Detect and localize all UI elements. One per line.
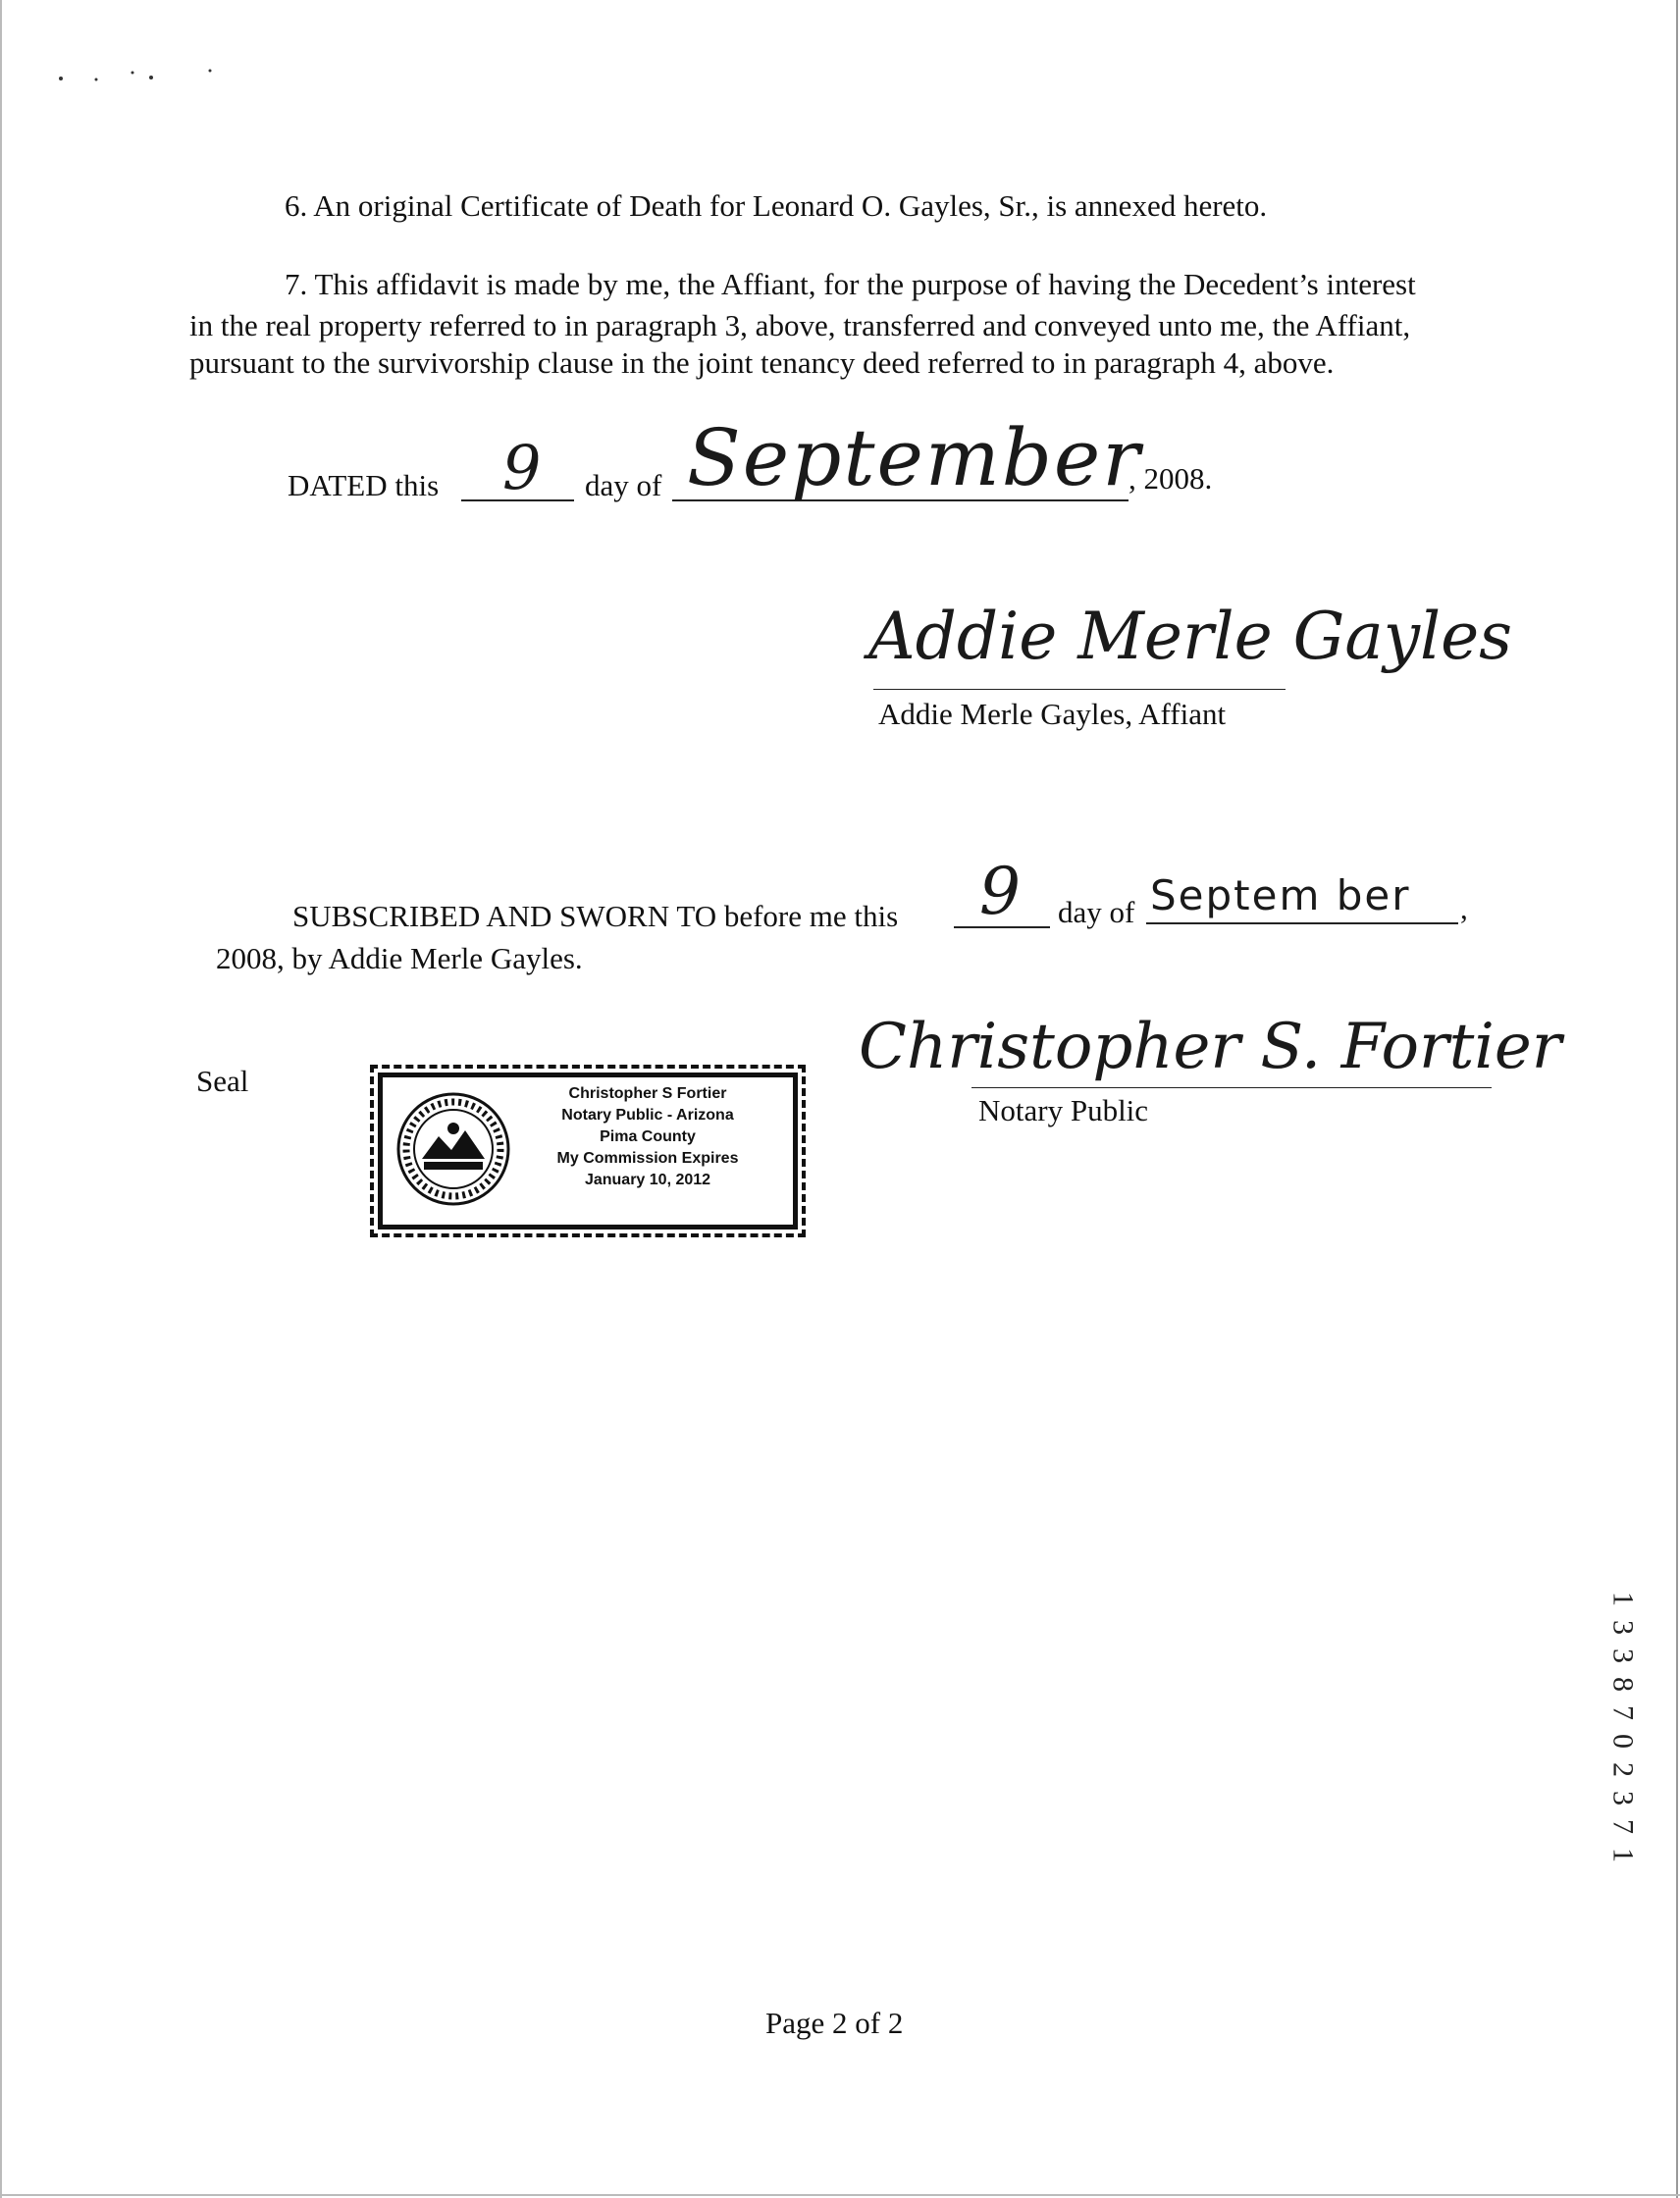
jurat-line-1-prefix: SUBSCRIBED AND SWORN TO before me this	[292, 899, 899, 933]
side-digit: 3	[1606, 1648, 1640, 1663]
jurat-day-of: day of	[1058, 895, 1135, 929]
affiant-signature: Addie Merle Gayles	[868, 599, 1513, 674]
side-digit: 2	[1606, 1762, 1640, 1777]
paragraph-7-line-1: 7. This affidavit is made by me, the Affiant, for the purpose of having the Decedent’s interest	[285, 267, 1416, 301]
page-number: Page 2 of 2	[765, 2006, 904, 2040]
stamp-line-name: Christopher S Fortier	[568, 1085, 727, 1102]
side-digit: 0	[1606, 1734, 1640, 1749]
stamp-line-title: Notary Public - Arizona	[561, 1107, 734, 1124]
scan-edge-right	[1676, 0, 1678, 2198]
arizona-state-seal-icon	[394, 1085, 512, 1213]
side-digit: 1	[1606, 1848, 1640, 1862]
side-digit: 8	[1606, 1677, 1640, 1692]
affiant-name-line: Addie Merle Gayles, Affiant	[878, 697, 1227, 731]
affiant-signature-line	[873, 689, 1286, 690]
dated-day-of: day of	[585, 468, 662, 502]
side-digit: 3	[1606, 1620, 1640, 1635]
stamp-text-block	[515, 1083, 780, 1191]
side-digit: 7	[1606, 1819, 1640, 1834]
paragraph-7-line-3: pursuant to the survivorship clause in the joint tenancy deed referred to in paragraph 4, above.	[189, 345, 1335, 380]
jurat-month-blank	[1146, 922, 1458, 924]
scan-edge-left	[0, 0, 2, 2198]
jurat-line-2: 2008, by Addie Merle Gayles.	[216, 941, 583, 975]
notary-signature: Christopher S. Fortier	[859, 1011, 1562, 1083]
side-digit: 7	[1606, 1705, 1640, 1720]
recording-number-vertical	[1603, 1585, 1643, 1869]
jurat-month-handwritten: Septem ber	[1150, 871, 1411, 919]
jurat-trailing-comma: ,	[1460, 891, 1468, 925]
jurat-day-handwritten: 9	[979, 854, 1021, 929]
paragraph-6: 6. An original Certificate of Death for Leonard O. Gayles, Sr., is annexed hereto.	[285, 188, 1268, 223]
notary-label: Notary Public	[978, 1093, 1149, 1127]
dated-day-handwritten: 9	[502, 432, 542, 503]
dated-year: , 2008.	[1129, 461, 1213, 496]
side-digit: 3	[1606, 1791, 1640, 1806]
side-digit: 1	[1606, 1592, 1640, 1606]
notary-signature-line	[971, 1087, 1492, 1088]
dated-prefix: DATED this	[288, 468, 440, 502]
paragraph-7-line-2: in the real property referred to in paragraph 3, above, transferred and conveyed unto me, the Affiant,	[189, 308, 1411, 342]
seal-label: Seal	[196, 1064, 249, 1098]
scan-edge-bottom	[0, 2194, 1680, 2196]
stamp-line-commission: My Commission Expires	[556, 1150, 739, 1167]
scan-specks	[49, 59, 226, 88]
stamp-line-expiry: January 10, 2012	[584, 1172, 711, 1188]
notary-stamp	[378, 1073, 798, 1230]
dated-month-handwritten: September	[687, 412, 1142, 503]
stamp-line-county: Pima County	[600, 1128, 696, 1145]
